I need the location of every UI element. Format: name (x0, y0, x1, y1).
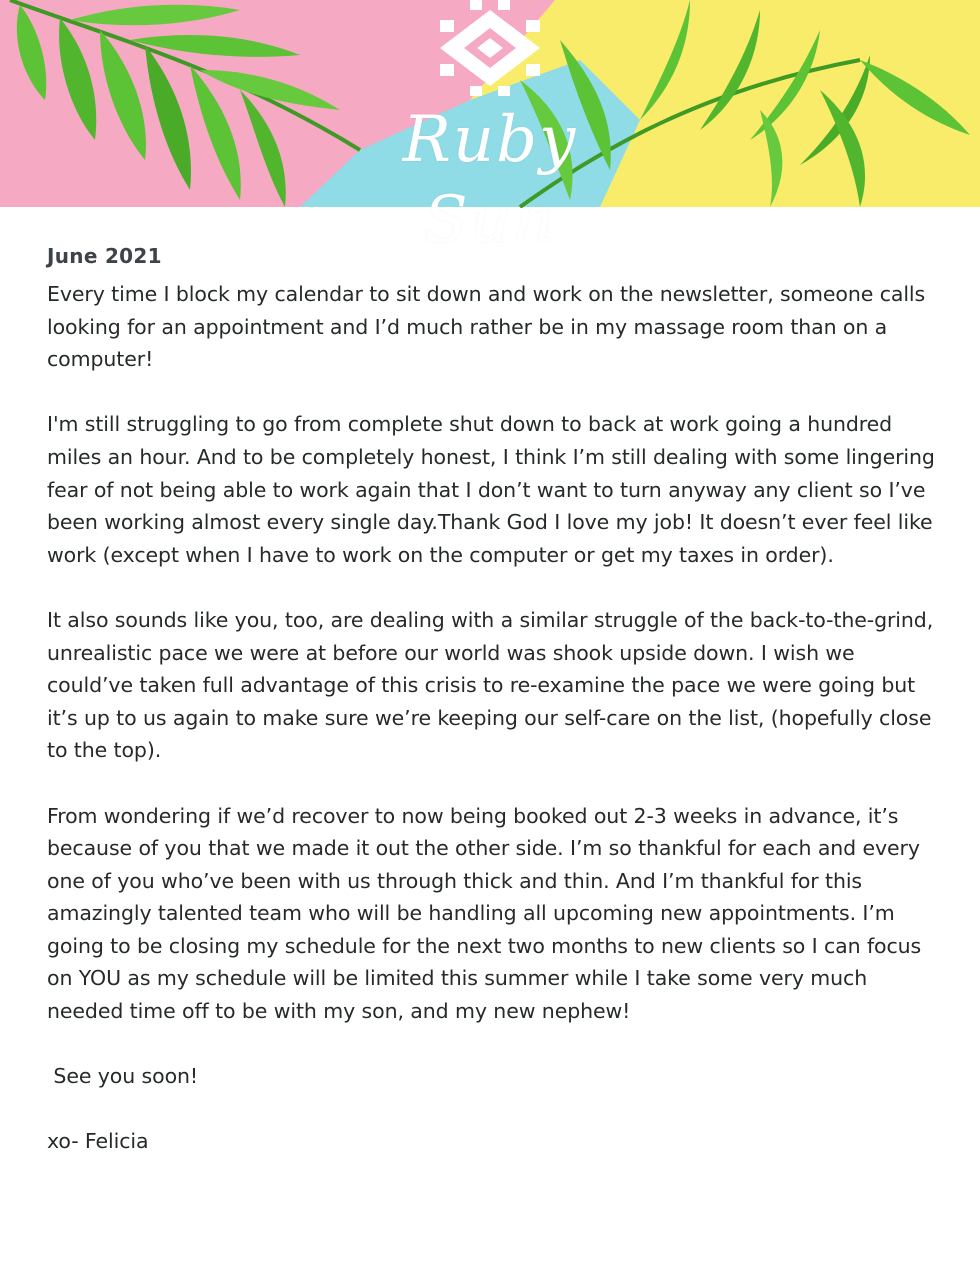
letter-date: June 2021 (47, 244, 162, 268)
letter-signature: xo- Felicia (47, 1129, 149, 1154)
letter-paragraph: From wondering if we’d recover to now being booked out 2-3 weeks in advance, it’s because of you that we made it out the other side. I’m so thankful for each and every one of you who’ve been with us through thick and thin. And I’m thankful for this amazingly talented team who will be handling all upcoming new appointments. I’m going to be closing my schedule for the next two months to new clients so I can focus on YOU as my schedule will be limited this summer while I take some very much needed time off to be with my son, and my new nephew! (47, 803, 922, 1024)
letter-body (47, 244, 937, 1191)
letter-paragraph: I'm still struggling to go from complete shut down to back at work going a hundred miles an hour. And to be completely honest, I think I’m still dealing with some lingering fear of not being able to work again that I don’t want to turn anyway any client so I’ve been working almost every single day.Thank God I love my job! It doesn’t ever feel like work (except when I have to work on the computer or get my taxes in order). (47, 412, 935, 567)
brand-title: Ruby Sun (402, 103, 578, 257)
letter-paragraph: Every time I block my calendar to sit down and work on the newsletter, someone calls looking for an appointment and I’d much rather be in my massage room than on a computer! (47, 282, 926, 372)
letter-paragraph: It also sounds like you, too, are dealing with a similar struggle of the back-to-the-grind, unrealistic pace we were at before our world was shook upside down. I wish we could’ve taken full advantage of this crisis to re-examine the pace we were going but it’s up to us again to make sure we’re keeping our self-care on the list, (hopefully close to the top). (47, 607, 934, 763)
letter-closing: See you soon! (47, 1064, 199, 1089)
